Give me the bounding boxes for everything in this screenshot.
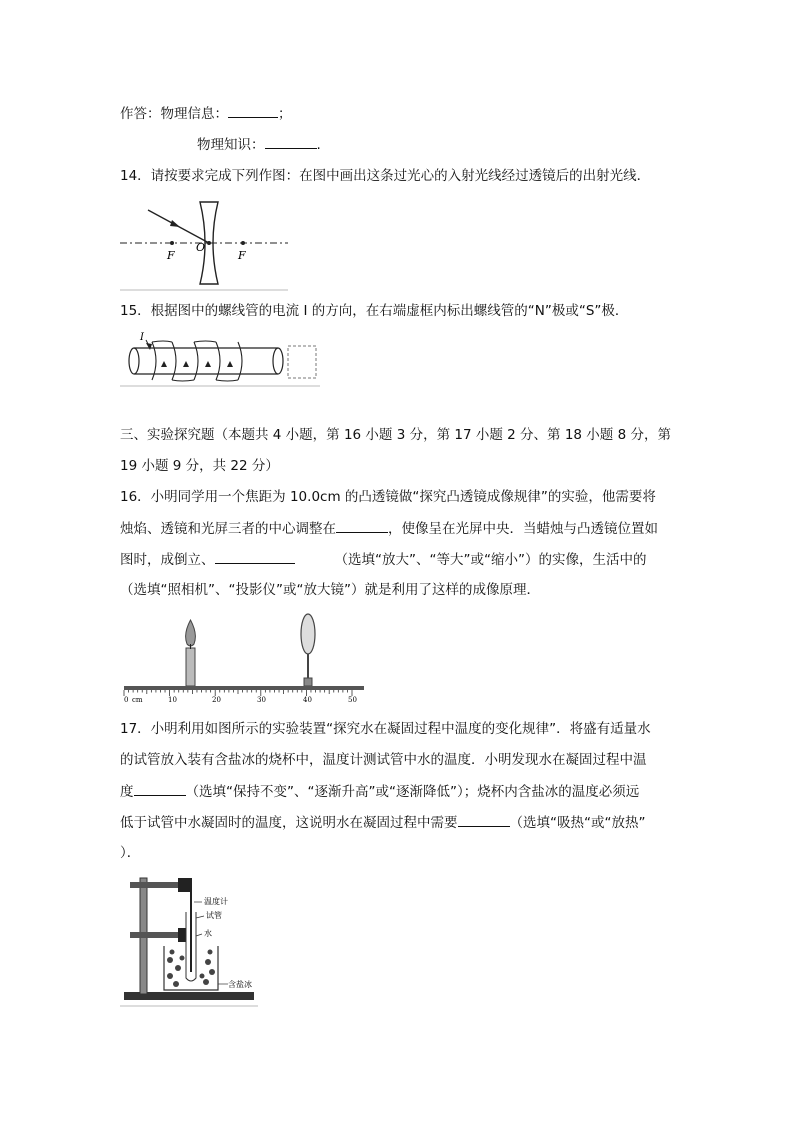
q17-line4b: （选填“吸热“或“放热”: [509, 815, 646, 831]
tick-10: 10: [168, 696, 177, 704]
label-test-tube: 试管: [206, 911, 222, 920]
candle: [186, 648, 195, 686]
answer-dashed-box[interactable]: [288, 346, 316, 378]
convex-lens: [301, 614, 315, 654]
q13-knowledge-label: 物理知识：: [197, 137, 265, 153]
label-current: I: [140, 332, 144, 343]
winding-arrows: [161, 361, 233, 367]
label-salt-ice: 含盐冰: [228, 980, 252, 989]
q13-info-suffix: ；: [278, 106, 292, 122]
q17-line3: [120, 781, 639, 802]
q17-blank-1[interactable]: [134, 781, 186, 796]
label-o: O: [196, 241, 206, 254]
q17-line3b: （选填“保持不变”、“逐渐升高”或“逐渐降低”）；烧杯内含盐冰的温度必须远: [185, 784, 640, 800]
q13-answer-line: [120, 103, 292, 124]
section3-line2: 19 小题 9 分，共 22 分）: [120, 458, 279, 474]
q17-line5: ）．: [120, 845, 141, 861]
focus-right: [241, 241, 245, 245]
q13-knowledge-blank[interactable]: [265, 134, 317, 149]
tick-20: 20: [212, 696, 221, 704]
q13-info-blank[interactable]: [228, 103, 278, 118]
q16-line4: （选填“照相机”、“投影仪”或“放大镜”）就是利用了这样的成像原理．: [120, 582, 540, 598]
q16-blank-1[interactable]: [336, 518, 388, 533]
label-f-right: F: [238, 249, 246, 262]
q16-line2a: 烛焰、透镜和光屏三者的中心调整在: [120, 521, 336, 537]
coil-windings: [152, 341, 242, 381]
q15-text: 15．根据图中的螺线管的电流 I 的方向，在右端虚框内标出螺线管的“N”极或“S”极．: [120, 303, 629, 319]
tick-30: 30: [257, 696, 266, 704]
q16-line3a: 图时，成倒立、: [120, 552, 215, 568]
q17-blank-2[interactable]: [458, 812, 510, 827]
tick-unit: cm: [132, 696, 143, 704]
q16-optical-bench-figure: [120, 612, 368, 704]
q14-lens-figure: [120, 196, 288, 292]
tick-50: 50: [348, 696, 357, 704]
q17-line2: 的试管放入装有含盐冰的烧杯中，温度计测试管中水的温度．小明发现水在凝固过程中温: [120, 752, 647, 768]
label-f-left: F: [167, 249, 175, 262]
q17-line4a: 低于试管中水凝固时的温度，这说明水在凝固过程中需要: [120, 815, 458, 831]
flame-icon: [186, 620, 196, 646]
q15-solenoid-figure: [120, 330, 320, 388]
q16-line3: [120, 549, 646, 570]
q17-line4: [120, 812, 645, 833]
upper-clamp: [178, 878, 192, 892]
q16-line2b: ，使像呈在光屏中央．当蜡烛与凸透镜位置如: [388, 521, 658, 537]
tick-40: 40: [303, 696, 312, 704]
q14-text: 14．请按要求完成下列作图：在图中画出这条过光心的入射光线经过透镜后的出射光线．: [120, 168, 651, 184]
focus-left: [170, 241, 174, 245]
label-thermometer: 温度计: [204, 897, 228, 906]
q17-line1: 17．小明利用如图所示的实验装置“探究水在凝固过程中温度的变化规律”．将盛有适量水: [120, 721, 651, 737]
q13-knowledge-line: [197, 134, 321, 155]
q17-apparatus-figure: [120, 872, 258, 1008]
q16-blank-2[interactable]: [215, 549, 295, 564]
ray-arrow-icon: [170, 220, 180, 227]
section3-line1: 三、实验探究题（本题共 4 小题，第 16 小题 3 分，第 17 小题 2 分、第 18 小题 8 分，第: [120, 427, 671, 443]
q16-line3b: （选填“放大”、“等大”或“缩小”）的实像，生活中的: [334, 552, 647, 568]
q16-line1: 16．小明同学用一个焦距为 10.0cm 的凸透镜做“探究凸透镜成像规律”的实验，他需要将: [120, 489, 656, 505]
optical-center: [207, 241, 211, 245]
q13-knowledge-suffix: .: [316, 137, 321, 153]
q16-line2: [120, 518, 658, 539]
q13-info-label: 作答：物理信息：: [120, 106, 228, 122]
q17-line3a: 度: [120, 784, 134, 800]
label-water: 水: [204, 929, 212, 938]
current-arrow-icon: [146, 343, 152, 350]
tick-0: 0: [124, 696, 129, 704]
